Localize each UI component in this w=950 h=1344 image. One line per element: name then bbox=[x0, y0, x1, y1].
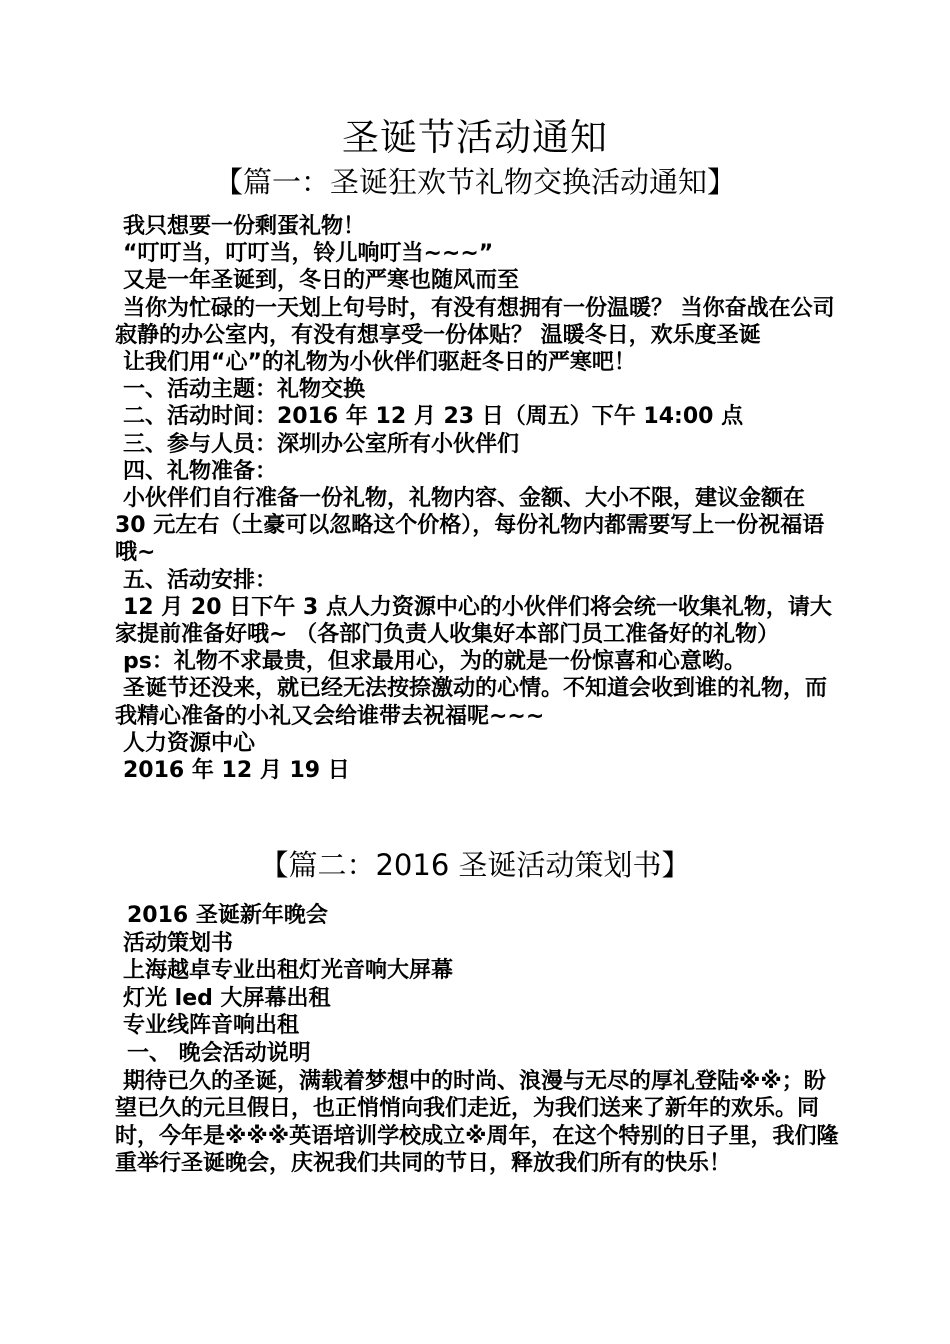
paragraph: 一、 晚会活动说明 bbox=[127, 1040, 311, 1066]
paragraph: 人力资源中心 bbox=[123, 730, 256, 756]
section-2-body bbox=[115, 902, 840, 1178]
document-title: 圣诞节活动通知 bbox=[342, 116, 608, 159]
section-heading-2: 【篇二：2016 圣诞活动策划书】 bbox=[259, 848, 691, 882]
paragraph: 三、参与人员：深圳办公室所有小伙伴们 bbox=[123, 431, 520, 457]
section-heading-1: 【篇一：圣诞狂欢节礼物交换活动通知】 bbox=[213, 165, 736, 199]
paragraph: 四、礼物准备： bbox=[123, 458, 278, 484]
paragraph: 灯光 led 大屏幕出租 bbox=[123, 985, 331, 1011]
paragraph: 12 月 20 日下午 3 点人力资源中心的小伙伴们将会统一收集礼物，请大家提前准备好哦~ （各部门负责人收集好本部门员工准备好的礼物） bbox=[115, 594, 832, 648]
paragraph: 五、活动安排： bbox=[123, 567, 278, 593]
paragraph: 2016 圣诞新年晚会 bbox=[127, 903, 328, 928]
paragraph: 一、活动主题：礼物交换 bbox=[123, 377, 366, 403]
paragraph: 专业线阵音响出租 bbox=[123, 1013, 300, 1039]
paragraph: 小伙伴们自行准备一份礼物，礼物内容、金额、大小不限，建议金额在 30 元左右（土豪可以忽略这个价格），每份礼物内都需要写上一份祝福语哦~ bbox=[115, 486, 825, 566]
paragraph: 2016 年 12 月 19 日 bbox=[123, 758, 350, 784]
paragraph: 让我们用“心”的礼物为小伙伴们驱赶冬日的严寒吧！ bbox=[123, 350, 636, 376]
paragraph: 期待已久的圣诞，满载着梦想中的时尚、浪漫与无尽的厚礼登陆※※；盼望已久的元旦假日，也正悄悄向我们走近，为我们送来了新年的欢乐。同时，今年是※※※英语培训学校成立※周年，在这个特别的日子里，我们隆重举行圣诞晚会，庆祝我们共同的节日，释放我们所有的快乐！ bbox=[115, 1068, 839, 1177]
paragraph: 我只想要一份剩蛋礼物！ bbox=[123, 214, 366, 239]
paragraph: 当你为忙碌的一天划上句号时，有没有想拥有一份温暖？ 当你奋战在公司寂静的办公室内，有没有想享受一份体贴？ 温暖冬日，欢乐度圣诞 bbox=[115, 295, 835, 348]
paragraph: 上海越卓专业出租灯光音响大屏幕 bbox=[123, 958, 454, 984]
paragraph: 又是一年圣诞到，冬日的严寒也随风而至 bbox=[123, 268, 520, 294]
paragraph: 二、活动时间：2016 年 12 月 23 日（周五）下午 14:00 点 bbox=[123, 404, 744, 430]
paragraph: ps：礼物不求最贵，但求最用心，为的就是一份惊喜和心意哟。 bbox=[123, 649, 746, 675]
paragraph: “叮叮当，叮叮当，铃儿响叮当~~~” bbox=[123, 241, 494, 267]
paragraph: 活动策划书 bbox=[123, 930, 234, 956]
section-1-body bbox=[115, 213, 840, 784]
paragraph: 圣诞节还没来，就已经无法按捺激动的心情。不知道会收到谁的礼物，而我精心准备的小礼又会给谁带去祝福呢~~~ bbox=[115, 676, 828, 729]
